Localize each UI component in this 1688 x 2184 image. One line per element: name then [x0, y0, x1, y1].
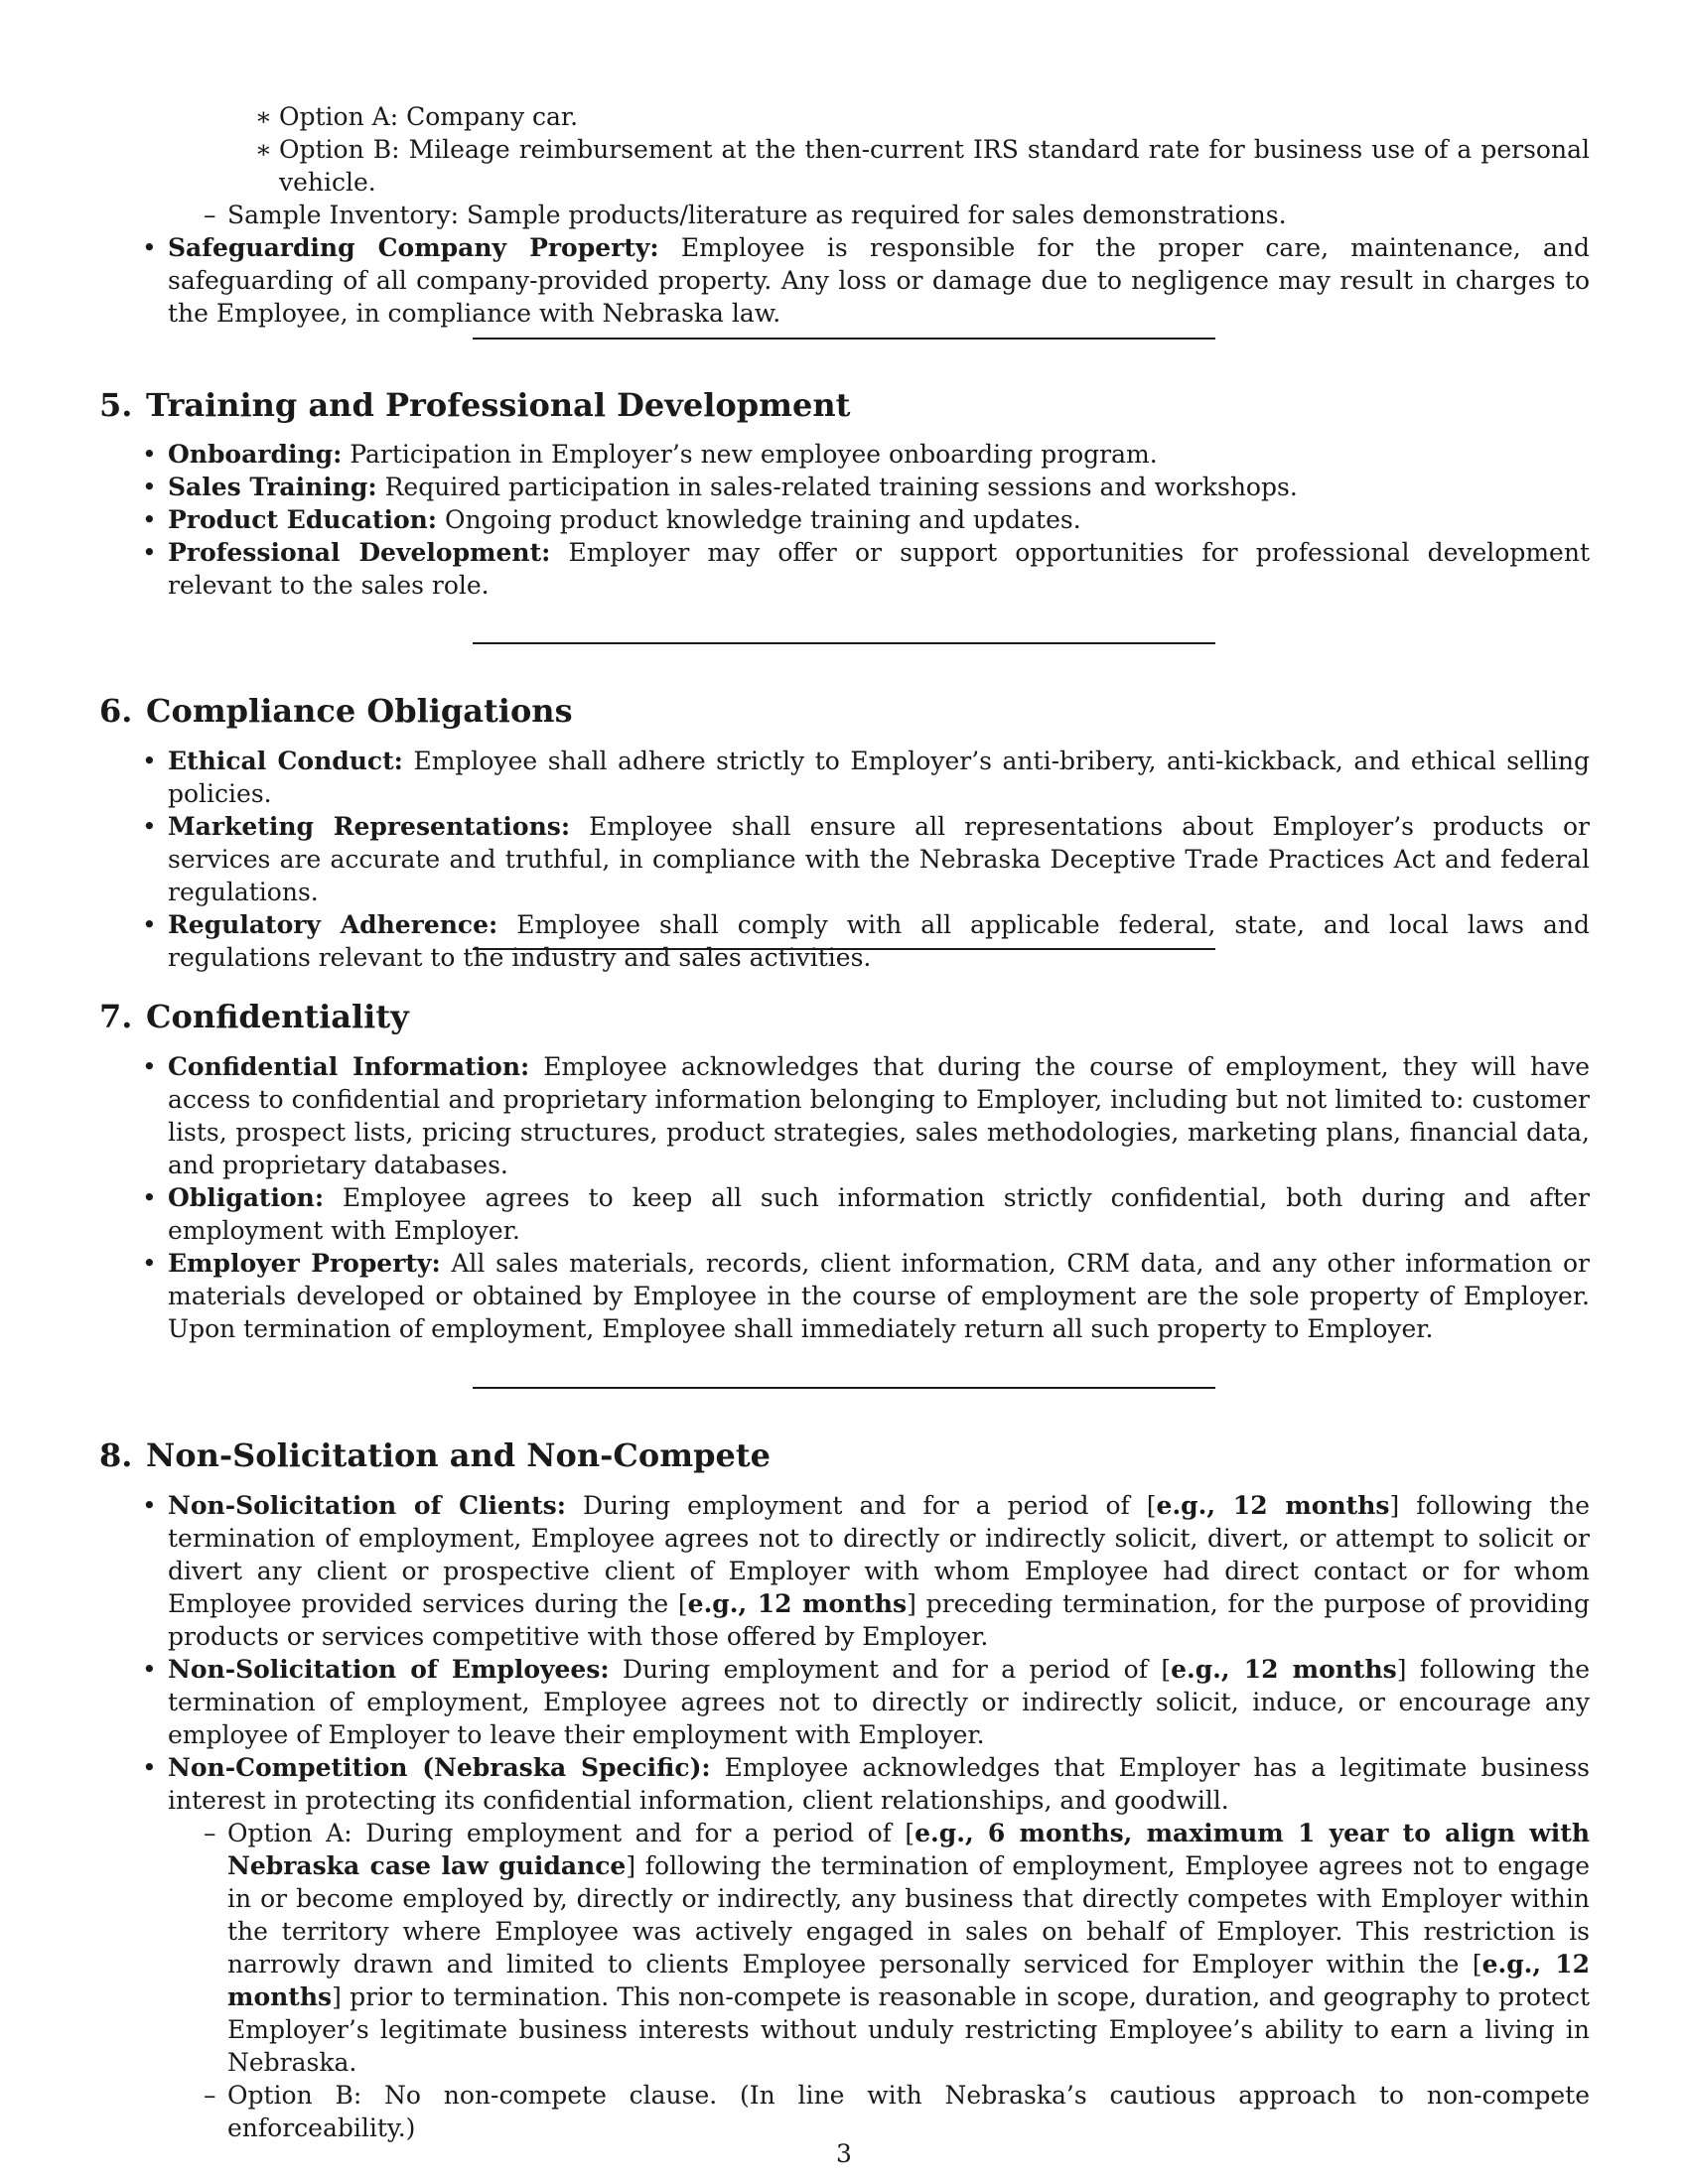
item-text: Option A: During employment and for a period of [: [227, 1819, 915, 1847]
placeholder-term: e.g., 12 months: [1171, 1655, 1397, 1684]
vehicle-options-list: [227, 100, 1590, 199]
item-label: Regulatory Adherence:: [168, 910, 498, 939]
list-item: [227, 100, 1590, 199]
item-text: Employee shall comply with all applicable federal, state, and local laws and regulations relevant to the industry and sales activities.: [168, 910, 1590, 972]
section-number: 6.: [99, 692, 133, 730]
item-text: Ongoing product knowledge training and updates.: [437, 505, 1081, 534]
sample-inventory-item: – Sample Inventory: Sample products/literature as required for sales demonstrations.: [227, 199, 1590, 231]
item-text: Required participation in sales-related training sessions and workshops.: [376, 473, 1298, 501]
list-item: [168, 536, 1590, 602]
item-label: Ethical Conduct:: [168, 747, 403, 775]
item-text: Employee shall ensure all representations about Employer’s products or services are accurate and truthful, in compliance with the Nebraska Deceptive Trade Practices Act and federal regulations.: [168, 812, 1590, 906]
item-text: During employment and for a period of [: [609, 1655, 1172, 1684]
section-heading: [99, 385, 850, 425]
item-text: ] following the termination of employment, Employee agrees not to engage in or become employed by, directly or indirectly, any business that directly competes with Employer within the territory where Employee was actively engaged in sales on behalf of Employer. This restriction is narrowly drawn and limited to clients Employee personally serviced for Employer within the [: [227, 1851, 1590, 1979]
item-label: Confidential Information:: [168, 1052, 530, 1081]
item-text: Employee is responsible for the proper care, maintenance, and safeguarding of all company-provided property. Any loss or damage due to negligence may result in charges to the Employee, in compliance with Nebraska law.: [168, 233, 1590, 328]
item-text: ] preceding termination, for the purpose of providing products or services competitive with those offered by Employer.: [168, 1589, 1591, 1651]
safeguarding-item: [168, 231, 1590, 330]
list-item: [168, 908, 1590, 974]
list-item: [168, 100, 1590, 231]
section-divider: [473, 338, 1215, 340]
item-label: Safeguarding Company Property:: [168, 233, 659, 262]
item-label: Obligation:: [168, 1183, 325, 1212]
non-compete-options: [168, 1817, 1590, 2144]
section-divider: [473, 948, 1215, 950]
list-item: [168, 1181, 1590, 1247]
list-item: [168, 1050, 1590, 1181]
training-list: [168, 438, 1590, 602]
list-item: [168, 1653, 1590, 1751]
item-text: ] following the termination of employment, Employee agrees not to directly or indirectly solicit, divert, or attempt to solicit or divert any client or prospective client of Employer with whom Employee had direct contact or for whom Employee provided services during the [: [168, 1491, 1591, 1618]
section-title: Non-Solicitation and Non-Compete: [146, 1436, 771, 1474]
section-divider: [473, 1387, 1215, 1389]
item-text: Employee agrees to keep all such information strictly confidential, both during and after employment with Employer.: [168, 1183, 1590, 1245]
placeholder-term: e.g., 12 months: [687, 1589, 908, 1618]
vehicle-option-a: ∗ Option A: Company car.: [279, 100, 1590, 133]
section-divider: [473, 642, 1215, 644]
item-label: Non-Solicitation of Clients:: [168, 1491, 566, 1520]
page-number: 3: [836, 2139, 852, 2168]
item-text: Participation in Employer’s new employee onboarding program.: [342, 440, 1158, 469]
item-label: Sales Training:: [168, 473, 377, 501]
non-compete-option-b: – Option B: No non-compete clause. (In line with Nebraska’s cautious approach to non-compete enforceability.): [227, 2079, 1590, 2144]
item-label: Onboarding:: [168, 440, 343, 469]
list-item: [168, 1751, 1590, 2144]
item-label: Non-Solicitation of Employees:: [168, 1655, 610, 1684]
list-item: [168, 503, 1590, 536]
item-text: All sales materials, records, client information, CRM data, and any other information or materials developed or obtained by Employee in the course of employment are the sole property of Employer. Upon termination of employment, Employee shall immediately return all such property to Employer.: [168, 1249, 1590, 1343]
confidentiality-list: [168, 1050, 1590, 1345]
section-title: Compliance Obligations: [146, 692, 573, 730]
placeholder-term: e.g., 6 months, maximum 1 year to align with Nebraska case law guidance: [227, 1819, 1590, 1880]
section-number: 8.: [99, 1436, 133, 1474]
list-item: [168, 1247, 1590, 1345]
item-text: Employer may offer or support opportunities for professional development relevant to the sales role.: [168, 538, 1590, 600]
sub-list: [168, 100, 1590, 231]
list-item: [168, 471, 1590, 503]
list-item: [168, 745, 1590, 810]
equipment-list-continued: [168, 100, 1590, 330]
section-title: Confidentiality: [146, 998, 409, 1035]
section-number: 7.: [99, 998, 133, 1035]
section-title: Training and Professional Development: [146, 386, 851, 424]
list-item: [168, 438, 1590, 471]
section-heading: [99, 1435, 771, 1475]
item-label: Professional Development:: [168, 538, 551, 567]
section-heading: [99, 691, 573, 731]
item-text: Employee acknowledges that during the course of employment, they will have access to confidential and proprietary information belonging to Employer, including but not limited to: customer lists, prospect lists, pricing structures, product strategies, sales methodologies, marketing plans, financial data, and proprietary databases.: [168, 1052, 1590, 1179]
vehicle-option-b: ∗ Option B: Mileage reimbursement at the then-current IRS standard rate for business use of a personal vehicle.: [279, 133, 1590, 199]
item-label: Marketing Representations:: [168, 812, 571, 841]
list-item: [168, 1489, 1590, 1653]
placeholder-term: e.g., 12 months: [227, 1950, 1590, 2011]
item-text: Employee acknowledges that Employer has a legitimate business interest in protecting its confidential information, client relationships, and goodwill.: [168, 1753, 1590, 1815]
item-text: ] prior to termination. This non-compete is reasonable in scope, duration, and geography to protect Employer’s legitimate business interests without unduly restricting Employee’s ability to earn a living in Nebraska.: [227, 1982, 1590, 2077]
section-number: 5.: [99, 386, 133, 424]
non-compete-option-a: [227, 1817, 1590, 2079]
non-solicitation-list: [168, 1489, 1590, 2144]
item-text: Employee shall adhere strictly to Employer’s anti-bribery, anti-kickback, and ethical selling policies.: [168, 747, 1590, 808]
compliance-list: [168, 745, 1590, 974]
section-heading: [99, 997, 409, 1036]
item-text: During employment and for a period of [: [565, 1491, 1157, 1520]
item-label: Product Education:: [168, 505, 438, 534]
item-label: Non-Competition (Nebraska Specific):: [168, 1753, 711, 1782]
placeholder-term: e.g., 12 months: [1156, 1491, 1390, 1520]
item-label: Employer Property:: [168, 1249, 441, 1278]
list-item: [168, 810, 1590, 908]
item-text: ] following the termination of employment, Employee agrees not to directly or indirectly solicit, induce, or encourage any employee of Employer to leave their employment with Employer.: [168, 1655, 1591, 1749]
